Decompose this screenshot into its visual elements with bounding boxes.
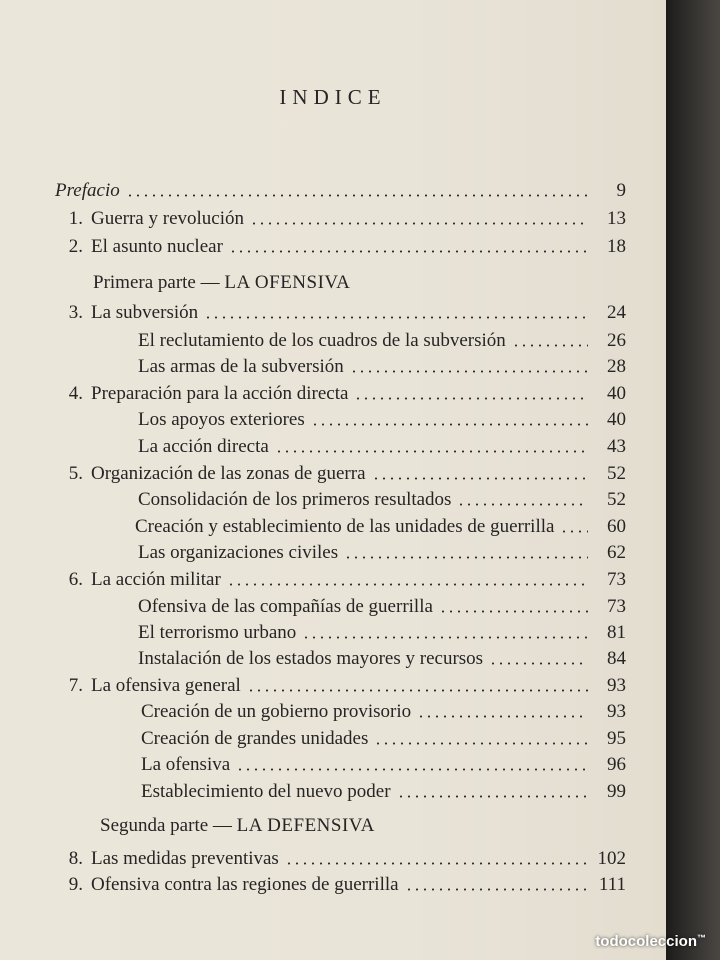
entry-title: Instalación de los estados mayores y recursos [138, 648, 484, 669]
toc-entry-section [141, 699, 626, 723]
leader-dots [285, 862, 588, 865]
leader-dots [302, 636, 588, 639]
toc-entry-section [138, 328, 626, 352]
toc-entry-chapter-9 [55, 872, 626, 896]
leader-dots [229, 250, 588, 253]
entry-page: 28 [607, 356, 626, 377]
entry-title: Guerra y revolución [91, 208, 244, 229]
chapter-number: 7. [68, 675, 83, 696]
toc-entry-section [138, 487, 626, 511]
entry-title: El terrorismo urbano [138, 622, 297, 643]
entry-title: La acción directa [138, 436, 269, 457]
entry-page: 95 [607, 728, 626, 749]
leader-dots [439, 610, 588, 613]
entry-page: 81 [607, 622, 626, 643]
toc-entry-chapter-2 [55, 234, 626, 258]
entry-title: Las medidas preventivas [91, 848, 279, 869]
entry-page: 40 [607, 409, 626, 430]
toc-entry-section [138, 434, 626, 458]
toc-entry-section [141, 779, 626, 803]
entry-page: 24 [607, 302, 626, 323]
leader-dots [275, 450, 588, 453]
entry-title: Organización de las zonas de guerra [91, 463, 366, 484]
entry-title: El reclutamiento de los cuadros de la subversión [138, 330, 506, 351]
entry-title: La ofensiva general [91, 675, 241, 696]
entry-title: Prefacio [55, 180, 120, 201]
entry-page: 62 [607, 542, 626, 563]
entry-page: 111 [598, 874, 626, 895]
toc-entry-prefacio [55, 178, 626, 202]
toc-entry-section [141, 726, 626, 750]
leader-dots [560, 530, 588, 533]
toc-entry-section [138, 354, 626, 378]
part-heading-segunda [100, 815, 375, 837]
entry-title: Creación de un gobierno provisorio [141, 701, 412, 722]
leader-dots [374, 742, 588, 745]
entry-page: 18 [607, 236, 626, 257]
entry-page: 93 [607, 701, 626, 722]
chapter-number: 4. [68, 383, 83, 404]
entry-title: Ofensiva de las compañías de guerrilla [138, 596, 433, 617]
toc-entry-chapter-7 [55, 673, 626, 697]
leader-dots [311, 423, 588, 426]
leader-dots [236, 768, 588, 771]
entry-title: Establecimiento del nuevo poder [141, 781, 391, 802]
toc-entry-chapter-3 [55, 300, 626, 324]
watermark-text: todocoleccion [595, 933, 697, 950]
toc-entry-section [135, 514, 626, 538]
entry-title: Creación de grandes unidades [141, 728, 369, 749]
index-heading: INDICE [279, 85, 387, 109]
entry-page: 52 [607, 463, 626, 484]
entry-page: 13 [607, 208, 626, 229]
leader-dots [489, 662, 588, 665]
entry-page: 40 [607, 383, 626, 404]
entry-page: 52 [607, 489, 626, 510]
toc-entry-chapter-8 [55, 846, 626, 870]
entry-title: El asunto nuclear [91, 236, 223, 257]
entry-title: Creación y establecimiento de las unidades de guerrilla [135, 516, 555, 537]
toc-entry-section [141, 752, 626, 776]
chapter-number: 3. [68, 302, 83, 323]
chapter-number: 9. [68, 874, 83, 895]
entry-page: 26 [607, 330, 626, 351]
leader-dots [397, 795, 588, 798]
entry-page: 9 [616, 180, 626, 201]
leader-dots [512, 344, 588, 347]
entry-title: Ofensiva contra las regiones de guerrilla [91, 874, 399, 895]
leader-dots [344, 556, 588, 559]
chapter-number: 1. [68, 208, 83, 229]
entry-page: 73 [607, 596, 626, 617]
part-title: LA DEFENSIVA [236, 815, 375, 836]
entry-page: 60 [607, 516, 626, 537]
entry-page: 84 [607, 648, 626, 669]
toc-entry-chapter-1 [55, 206, 626, 230]
leader-dots [372, 477, 589, 480]
leader-dots [126, 194, 588, 197]
toc-entry-chapter-6 [55, 567, 626, 591]
leader-dots [247, 689, 588, 692]
toc-entry-section [138, 407, 626, 431]
leader-dots [405, 888, 588, 891]
leader-dots [350, 370, 588, 373]
entry-title: Consolidación de los primeros resultados [138, 489, 452, 510]
part-label: Segunda parte — [100, 815, 232, 836]
leader-dots [417, 715, 588, 718]
entry-title: Los apoyos exteriores [138, 409, 305, 430]
leader-dots [250, 222, 588, 225]
entry-page: 93 [607, 675, 626, 696]
entry-title: Las armas de la subversión [138, 356, 344, 377]
toc-entry-section [138, 594, 626, 618]
entry-title: La ofensiva [141, 754, 231, 775]
entry-page: 102 [597, 848, 626, 869]
entry-page: 99 [607, 781, 626, 802]
entry-title: Preparación para la acción directa [91, 383, 349, 404]
chapter-number: 2. [68, 236, 83, 257]
chapter-number: 5. [68, 463, 83, 484]
entry-title: La acción militar [91, 569, 221, 590]
entry-page: 43 [607, 436, 626, 457]
leader-dots [457, 503, 588, 506]
part-title: LA OFENSIVA [224, 272, 351, 293]
entry-page: 96 [607, 754, 626, 775]
leader-dots [354, 397, 588, 400]
toc-entry-section [138, 540, 626, 564]
part-heading-primera [93, 272, 350, 294]
toc-entry-chapter-5 [55, 461, 626, 485]
trademark-symbol: ™ [697, 933, 706, 943]
chapter-number: 6. [68, 569, 83, 590]
part-label: Primera parte — [93, 272, 220, 293]
entry-title: Las organizaciones civiles [138, 542, 339, 563]
toc-entry-chapter-4 [55, 381, 626, 405]
entry-page: 73 [607, 569, 626, 590]
leader-dots [204, 316, 588, 319]
toc-entry-section [138, 620, 626, 644]
page-edge-shadow [666, 0, 720, 960]
leader-dots [227, 583, 588, 586]
watermark-logo [595, 933, 706, 950]
chapter-number: 8. [68, 848, 83, 869]
entry-title: La subversión [91, 302, 199, 323]
toc-entry-section [138, 646, 626, 670]
